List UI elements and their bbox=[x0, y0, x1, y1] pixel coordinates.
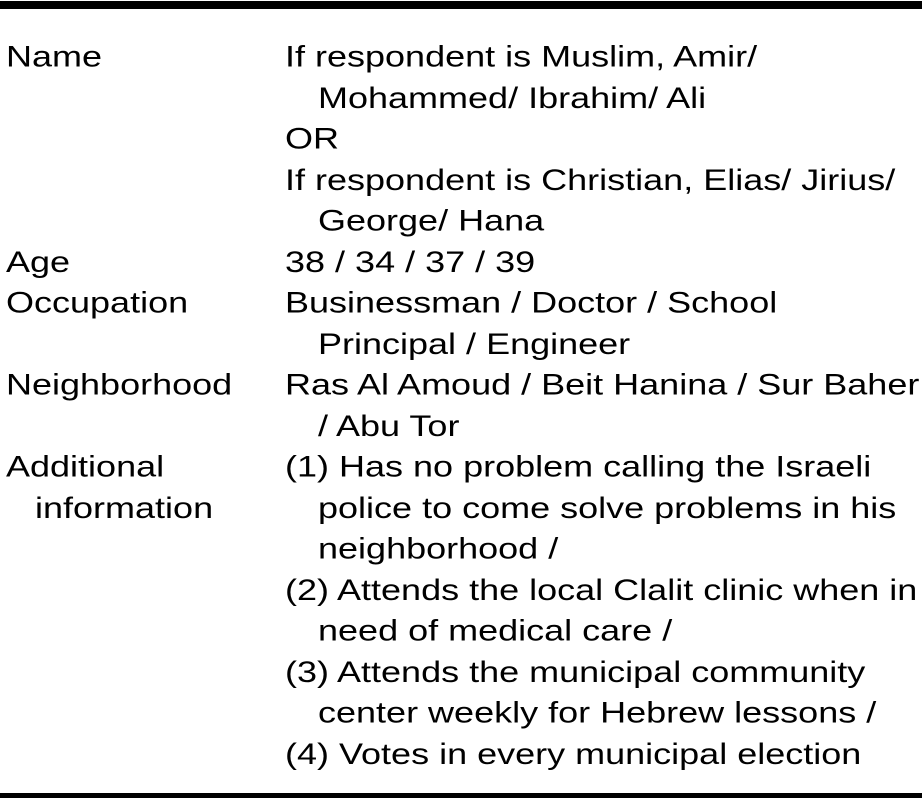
value-line: need of medical care / bbox=[318, 613, 673, 648]
table-body bbox=[6, 36, 922, 774]
row-value bbox=[285, 282, 922, 364]
value-line: / Abu Tor bbox=[318, 408, 460, 443]
row-value bbox=[285, 364, 922, 446]
label-line: Age bbox=[6, 244, 71, 279]
value-line: Businessman / Doctor / School bbox=[285, 285, 778, 320]
value-line: OR bbox=[285, 121, 339, 156]
row-label bbox=[6, 36, 285, 77]
value-line: George/ Hana bbox=[318, 203, 545, 238]
value-line: Principal / Engineer bbox=[318, 326, 631, 361]
label-line: Name bbox=[6, 39, 103, 74]
value-line: center weekly for Hebrew lessons / bbox=[318, 695, 877, 730]
table-bottom-rule bbox=[0, 793, 922, 798]
value-line: neighborhood / bbox=[318, 531, 559, 566]
row-value bbox=[285, 241, 922, 282]
label-line: Neighborhood bbox=[6, 367, 233, 402]
row-label bbox=[6, 241, 285, 282]
value-line: (2) Attends the local Clalit clinic when in bbox=[285, 572, 918, 607]
value-line: (1) Has no problem calling the Israeli bbox=[285, 449, 872, 484]
value-line: (4) Votes in every municipal election bbox=[285, 736, 862, 771]
row-label bbox=[6, 282, 285, 323]
row-label bbox=[6, 446, 285, 528]
table-row bbox=[6, 446, 922, 774]
row-label bbox=[6, 364, 285, 405]
value-line: Ras Al Amoud / Beit Hanina / Sur Baher bbox=[285, 367, 920, 402]
value-line: If respondent is Christian, Elias/ Jirius/ bbox=[285, 162, 896, 197]
value-line: police to come solve problems in his bbox=[318, 490, 897, 525]
table-row bbox=[6, 36, 922, 241]
row-value bbox=[285, 446, 922, 774]
label-line: Occupation bbox=[6, 285, 189, 320]
value-line: 38 / 34 / 37 / 39 bbox=[285, 244, 536, 279]
value-line: (3) Attends the municipal community bbox=[285, 654, 866, 689]
value-line: Mohammed/ Ibrahim/ Ali bbox=[318, 80, 707, 115]
table-row bbox=[6, 241, 922, 282]
table-row bbox=[6, 282, 922, 364]
table-row bbox=[6, 364, 922, 446]
table-top-rule bbox=[0, 1, 922, 9]
label-line: information bbox=[35, 490, 214, 525]
value-line: If respondent is Muslim, Amir/ bbox=[285, 39, 758, 74]
label-line: Additional bbox=[6, 449, 165, 484]
row-value bbox=[285, 36, 922, 241]
